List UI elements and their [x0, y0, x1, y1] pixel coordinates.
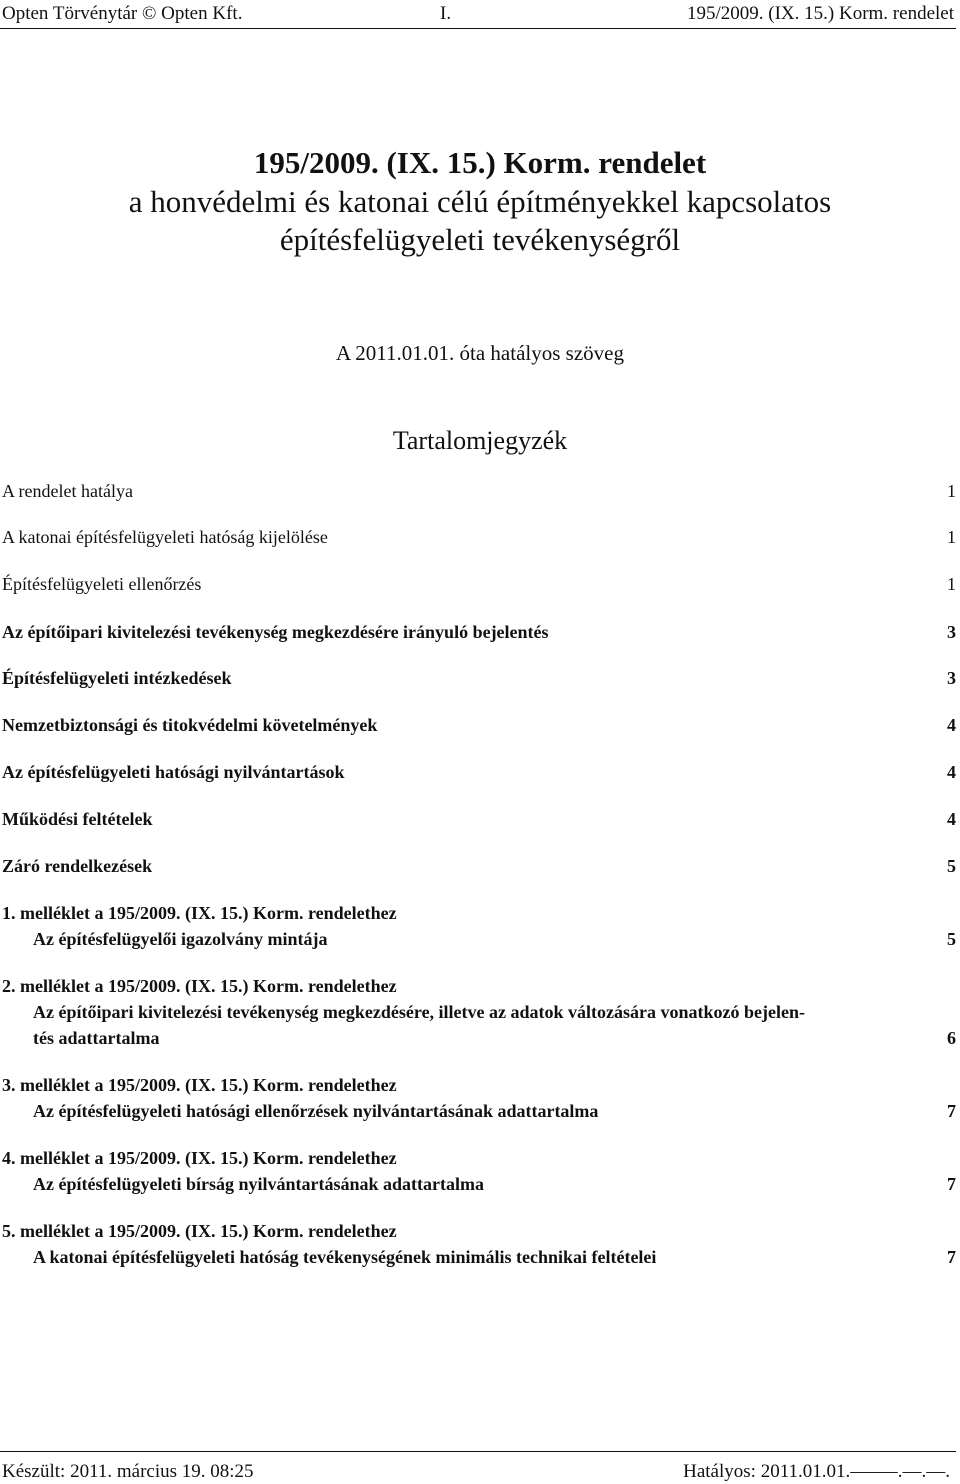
header-publisher: Opten Törvénytár © Opten Kft.: [2, 3, 243, 24]
toc-annex-page: 5: [947, 929, 956, 949]
toc-entry-page: 4: [947, 809, 956, 829]
toc-entry-label: A katonai építésfelügyeleti hatóság kijelölése: [2, 527, 328, 547]
toc-annex-heading: 1. melléklet a 195/2009. (IX. 15.) Korm. rendelethez: [2, 903, 397, 923]
toc-annex-entry[interactable]: [2, 1072, 956, 1124]
toc-annex-title: Az építésfelügyelői igazolvány mintája: [33, 929, 328, 949]
toc-entry[interactable]: [2, 853, 956, 879]
toc-annex-page: 7: [947, 1247, 956, 1267]
toc-entry-page: 5: [947, 856, 956, 876]
toc-entry-page: 1: [947, 527, 956, 547]
toc-annex-title: Az építésfelügyeleti hatósági ellenőrzések nyilvántartásának adattartalma: [33, 1101, 599, 1121]
toc-entry-page: 3: [947, 622, 956, 642]
toc-annex-heading: 3. melléklet a 195/2009. (IX. 15.) Korm. rendelethez: [2, 1075, 397, 1095]
toc-annex-title-continued: tés adattartalma: [33, 1028, 160, 1048]
footer-rule: [0, 1451, 956, 1452]
toc-entry-label: Működési feltételek: [2, 809, 153, 829]
page-footer: [0, 1460, 956, 1484]
toc-annex-entry[interactable]: [2, 973, 956, 1051]
toc-entry[interactable]: [2, 571, 956, 597]
toc-entry[interactable]: [2, 619, 956, 645]
page-header: [0, 2, 956, 26]
toc-entry-label: A rendelet hatálya: [2, 481, 133, 501]
toc-annex-entry[interactable]: [2, 1145, 956, 1197]
toc-entry[interactable]: [2, 712, 956, 738]
toc-annex-heading: 5. melléklet a 195/2009. (IX. 15.) Korm. rendelethez: [2, 1221, 397, 1241]
toc-title: Tartalomjegyzék: [392, 426, 568, 455]
toc-entry[interactable]: [2, 524, 956, 550]
toc-entry-page: 1: [947, 481, 956, 501]
document-title-block: [0, 143, 960, 259]
toc-annex-title: Az építésfelügyeleti bírság nyilvántartásának adattartalma: [33, 1174, 484, 1194]
document-subtitle-line-1: a honvédelmi és katonai célú építményekkel kapcsolatos: [128, 184, 832, 219]
toc-entry-label: Építésfelügyeleti intézkedések: [2, 668, 232, 688]
toc-entry-label: Záró rendelkezések: [2, 856, 153, 876]
toc-entry-page: 4: [947, 715, 956, 735]
toc-annex-heading: 4. melléklet a 195/2009. (IX. 15.) Korm. rendelethez: [2, 1148, 397, 1168]
toc-entry-label: Az építésfelügyeleti hatósági nyilvántartások: [2, 762, 345, 782]
header-rule: [0, 28, 956, 29]
toc-entry-page: 3: [947, 668, 956, 688]
footer-created-date: Készült: 2011. március 19. 08:25: [2, 1461, 254, 1482]
effective-date-text: A 2011.01.01. óta hatályos szöveg: [336, 341, 624, 365]
header-document-id: 195/2009. (IX. 15.) Korm. rendelet: [687, 3, 954, 24]
header-part-number: I.: [440, 3, 452, 24]
document-subtitle-line-2: építésfelügyeleti tevékenységről: [279, 222, 681, 257]
toc-entry[interactable]: [2, 806, 956, 832]
toc-entry-page: 4: [947, 762, 956, 782]
toc-entry-page: 1: [947, 574, 956, 594]
toc-annex-title: Az építőipari kivitelezési tevékenység megkezdésére, illetve az adatok változására vonatkozó bejelen-: [33, 1002, 805, 1022]
toc-entry-label: Építésfelügyeleti ellenőrzés: [2, 574, 202, 594]
toc-annex-page: 6: [947, 1028, 956, 1048]
toc-annex-entry[interactable]: [2, 1218, 956, 1270]
toc-entry[interactable]: [2, 759, 956, 785]
toc-entry-label: Az építőipari kivitelezési tevékenység megkezdésére irányuló bejelentés: [2, 622, 549, 642]
toc-annex-page: 7: [947, 1174, 956, 1194]
footer-effective-range: Hatályos: 2011.01.01.–––––.––.––.: [683, 1461, 950, 1482]
toc-entry-label: Nemzetbiztonsági és titokvédelmi követelmények: [2, 715, 378, 735]
toc-annex-entry[interactable]: [2, 900, 956, 952]
toc-annex-title: A katonai építésfelügyeleti hatóság tevékenységének minimális technikai feltételei: [33, 1247, 657, 1267]
toc-entry[interactable]: [2, 665, 956, 691]
toc-entry[interactable]: [2, 478, 956, 504]
document-title: 195/2009. (IX. 15.) Korm. rendelet: [253, 145, 707, 180]
toc-annex-heading: 2. melléklet a 195/2009. (IX. 15.) Korm. rendelethez: [2, 976, 397, 996]
toc-annex-page: 7: [947, 1101, 956, 1121]
